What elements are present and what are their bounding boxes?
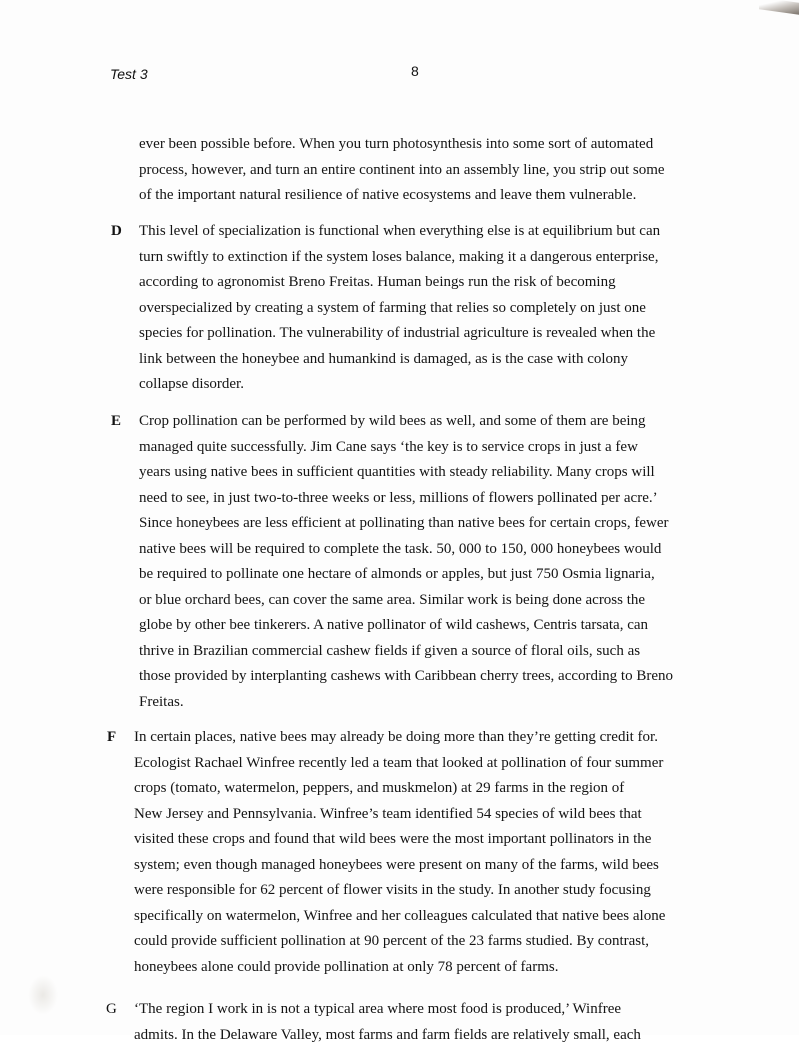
text-line: according to agronomist Breno Freitas. Human beings run the risk of becoming (139, 270, 729, 296)
test-label: Test 3 (110, 66, 148, 82)
text-line: of the important natural resilience of native ecosystems and leave them vulnerable. (139, 183, 729, 209)
paragraph-letter: F (107, 725, 116, 751)
text-line: visited these crops and found that wild bees were the most important pollinators in the (134, 827, 724, 853)
text-line: need to see, in just two-to-three weeks or less, millions of flowers pollinated per acre.’ (139, 486, 729, 512)
paragraph-c-continuation (139, 132, 729, 209)
text-line: system; even though managed honeybees were present on many of the farms, wild bees (134, 853, 724, 879)
text-line: native bees will be required to complete the task. 50, 000 to 150, 000 honeybees would (139, 537, 729, 563)
text-line: Freitas. (139, 690, 729, 716)
text-line: turn swiftly to extinction if the system loses balance, making it a dangerous enterprise, (139, 245, 729, 271)
scan-smudge (28, 975, 58, 1015)
text-line: link between the honeybee and humankind is damaged, as is the case with colony (139, 347, 729, 373)
text-line: or blue orchard bees, can cover the same area. Similar work is being done across the (139, 588, 729, 614)
text-line: crops (tomato, watermelon, peppers, and muskmelon) at 29 farms in the region of (134, 776, 724, 802)
text-line: In certain places, native bees may already be doing more than they’re getting credit for. (134, 725, 724, 751)
text-line: Ecologist Rachael Winfree recently led a team that looked at pollination of four summer (134, 751, 724, 777)
text-line: thrive in Brazilian commercial cashew fields if given a source of floral oils, such as (139, 639, 729, 665)
paragraph-letter: D (111, 219, 122, 245)
paragraph-d (139, 219, 729, 398)
page-number: 8 (411, 63, 419, 79)
text-line: managed quite successfully. Jim Cane says ‘the key is to service crops in just a few (139, 435, 729, 461)
text-line: species for pollination. The vulnerability of industrial agriculture is revealed when the (139, 321, 729, 347)
text-line: This level of specialization is functional when everything else is at equilibrium but can (139, 219, 729, 245)
text-line: process, however, and turn an entire continent into an assembly line, you strip out some (139, 158, 729, 184)
text-line: be required to pollinate one hectare of almonds or apples, but just 750 Osmia lignaria, (139, 562, 729, 588)
paragraph-g (134, 997, 724, 1048)
text-line: ‘The region I work in is not a typical area where most food is produced,’ Winfree (134, 997, 724, 1023)
text-line: Crop pollination can be performed by wild bees as well, and some of them are being (139, 409, 729, 435)
paragraph-letter: E (111, 409, 121, 435)
text-line: years using native bees in sufficient quantities with steady reliability. Many crops will (139, 460, 729, 486)
text-line: were responsible for 62 percent of flower visits in the study. In another study focusing (134, 878, 724, 904)
paragraph-e (139, 409, 729, 715)
text-line: Since honeybees are less efficient at pollinating than native bees for certain crops, fewer (139, 511, 729, 537)
scan-corner-shadow (759, 0, 799, 15)
text-line: specifically on watermelon, Winfree and her colleagues calculated that native bees alone (134, 904, 724, 930)
text-line: could provide sufficient pollination at 90 percent of the 23 farms studied. By contrast, (134, 929, 724, 955)
paragraph-f (134, 725, 724, 980)
text-line: overspecialized by creating a system of farming that relies so completely on just one (139, 296, 729, 322)
text-line: collapse disorder. (139, 372, 729, 398)
paragraph-letter: G (106, 997, 117, 1023)
text-line-cut: admits. In the Delaware Valley, most farms and farm fields are relatively small, each (134, 1023, 724, 1048)
text-line: those provided by interplanting cashews with Caribbean cherry trees, according to Breno (139, 664, 729, 690)
text-line: globe by other bee tinkerers. A native pollinator of wild cashews, Centris tarsata, can (139, 613, 729, 639)
text-line: honeybees alone could provide pollination at only 78 percent of farms. (134, 955, 724, 981)
text-line: New Jersey and Pennsylvania. Winfree’s team identified 54 species of wild bees that (134, 802, 724, 828)
text-line: ever been possible before. When you turn photosynthesis into some sort of automated (139, 132, 729, 158)
